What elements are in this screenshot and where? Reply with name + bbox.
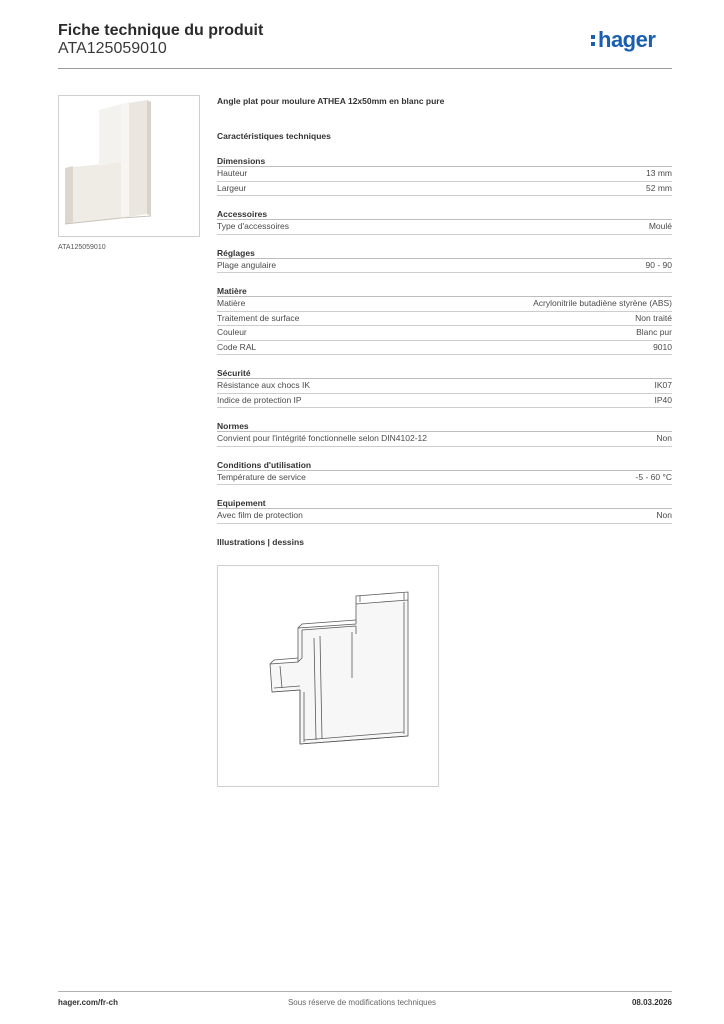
spec-section: [217, 421, 672, 447]
section-title: Sécurité: [217, 368, 672, 379]
spec-label: Largeur: [217, 182, 247, 193]
spec-section: [217, 209, 672, 235]
spec-row: [217, 220, 672, 235]
spec-value: IP40: [654, 394, 672, 405]
spec-label: Indice de protection IP: [217, 394, 302, 405]
spec-value: 52 mm: [646, 182, 672, 193]
spec-row: [217, 259, 672, 274]
spec-label: Température de service: [217, 471, 306, 482]
spec-value: Non: [656, 510, 672, 520]
spec-sections: [217, 156, 672, 524]
header-reference: ATA125059010: [58, 40, 167, 57]
spec-row: [217, 182, 672, 197]
spec-label: Plage angulaire: [217, 259, 277, 270]
spec-row: [217, 341, 672, 356]
spec-value: Blanc pur: [636, 327, 672, 337]
header-divider: [58, 68, 672, 69]
spec-value: Non traité: [635, 312, 672, 323]
characteristics-title: Caractéristiques techniques: [217, 131, 331, 141]
spec-value: 13 mm: [646, 168, 672, 178]
spec-label: Convient pour l'intégrité fonctionnelle selon DIN4102-12: [217, 433, 428, 443]
spec-label: Résistance aux chocs IK: [217, 380, 311, 390]
footer-website-link[interactable]: hager.com/fr-ch: [58, 998, 119, 1007]
section-title: Equipement: [217, 498, 672, 509]
section-title: Normes: [217, 421, 672, 432]
spec-section: [217, 248, 672, 274]
hager-logo[interactable]: [591, 27, 655, 53]
spec-label: Avec film de protection: [217, 510, 303, 520]
illustrations-title: Illustrations | dessins: [217, 536, 304, 547]
spec-value: Acrylonitrile butadiène styrène (ABS): [533, 298, 672, 308]
spec-value: 9010: [653, 341, 672, 352]
spec-label: Couleur: [217, 327, 247, 337]
spec-row: [217, 509, 672, 524]
spec-value: 90 - 90: [645, 259, 672, 270]
section-title: Accessoires: [217, 209, 672, 220]
spec-label: Code RAL: [217, 341, 257, 352]
spec-value: -5 - 60 °C: [635, 471, 672, 482]
footer-divider: [58, 991, 672, 992]
spec-row: [217, 432, 672, 447]
spec-section: [217, 156, 672, 196]
spec-label: Traitement de surface: [217, 312, 300, 323]
spec-row: [217, 312, 672, 327]
section-title: Matière: [217, 286, 672, 297]
spec-row: [217, 167, 672, 182]
spec-row: [217, 297, 672, 312]
technical-drawing: [217, 565, 439, 787]
spec-section: [217, 286, 672, 355]
logo-dots-icon: [591, 32, 597, 48]
section-title: Réglages: [217, 248, 672, 259]
spec-label: Type d'accessoires: [217, 221, 290, 231]
spec-section: [217, 498, 672, 524]
section-title: Conditions d'utilisation: [217, 460, 672, 471]
spec-value: Moulé: [648, 221, 672, 231]
spec-label: Matière: [217, 298, 246, 308]
spec-section: [217, 460, 672, 486]
spec-value: IK07: [654, 380, 672, 390]
product-details: [217, 96, 672, 548]
product-photo: [58, 95, 200, 237]
footer-notice: Sous réserve de modifications techniques: [287, 998, 437, 1007]
footer-date: 08.03.2026: [631, 998, 672, 1007]
spec-section: [217, 368, 672, 408]
product-title: Angle plat pour moulure ATHEA 12x50mm en blanc pure: [217, 96, 445, 106]
spec-row: [217, 379, 672, 394]
spec-row: [217, 326, 672, 341]
section-title: Dimensions: [217, 156, 672, 167]
spec-row: [217, 394, 672, 409]
spec-row: [217, 471, 672, 486]
header-title: Fiche technique du produit: [58, 22, 264, 39]
photo-caption: ATA125059010: [58, 244, 106, 251]
logo-text: hager: [598, 27, 656, 52]
spec-value: Non: [656, 433, 672, 443]
spec-label: Hauteur: [217, 168, 248, 178]
